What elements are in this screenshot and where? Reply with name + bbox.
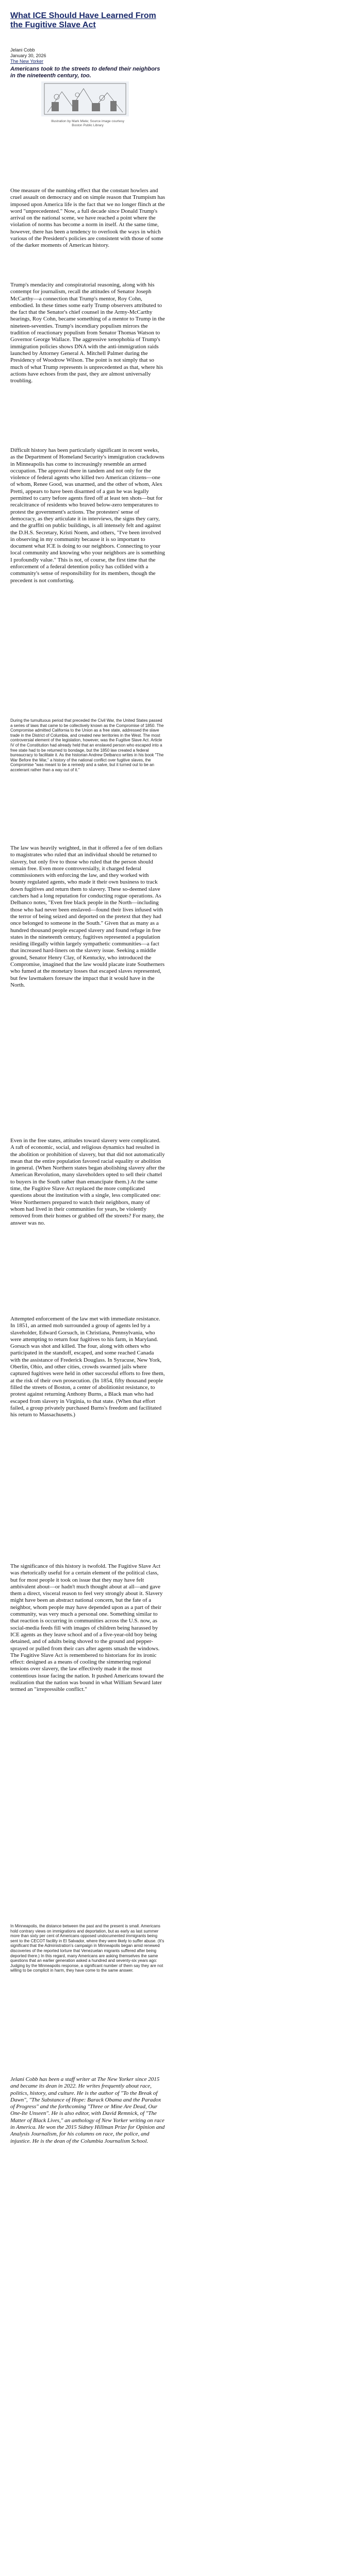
- small-paragraph: In Minneapolis, the distance between the past and the present is small. Americans hold contrary views on immigrations and deportation, but as early as last summer more than sixty per cent of Americans opposed undocumented immigrants being sent to the CECOT facility in El Salvador, where they were likely to suffer abuse. (It's significant that the Administration's campaign in Minneapolis began amid renewed discoveries of the reported torture that Venezuelan migrants suffered after being deported there.) In this regard, many Americans are asking themselves the same questions that an earlier generation asked a hundred and seventy-six years ago: Judging by the Minneapolis response, a significant number of them say they are not willing to be complicit in harm, they have come to the same answer.: [10, 1924, 165, 1973]
- image-caption: Illustration by Mark Miele; Source image courtesy Boston Public Library: [51, 120, 124, 127]
- body-paragraph: The significance of this history is twofold. The Fugitive Slave Act was rhetorically useful for a certain element of the political class, but for most people it took on issue that they may have felt ambivalent about—or hadn't much thought about at all—and gave them a direct, visceral reason to feel very strongly about it. Slavery might have been an abstract national concern, but the fate of a neighbor, whom people may have depended upon as a part of their community, was very much a personal one. Something similar to that reaction is occurring in communities across the U.S. now, as social-media feeds fill with images of children being harassed by ICE agents as they leave school and of a five-year-old boy being detained, and of adults being shoved to the ground and pepper-sprayed or pulled from their cars after agents smash the windows. The Fugitive Slave Act is remembered to historians for its ironic effect: designed as a means of cooling the simmering regional tensions over slavery, the law effectively made it the most contentious issue facing the nation. It pushed Americans toward the realization that the nation was bound in what William Seward later termed an "irrepressible conflict.": [10, 1563, 164, 1693]
- body-paragraph: Attempted enforcement of the law met with immediate resistance. In 1851, an armed mob surrounded a group of agents led by a slaveholder, Edward Gorsuch, in Christiana, Pennsylvania, who were attempting to return four fugitives to his farm, in Maryland. Gorsuch was shot and killed. The four, along with others who participated in the standoff, escaped, and some reached Canada with the assistance of Frederick Douglass. In Syracuse, New York, Oberlin, Ohio, and other cities, crowds swarmed jails where captured fugitives were held in other successful efforts to free them, at the risk of their own prosecution. (In 1854, fifty thousand people filled the streets of Boston, a center of abolitionist resistance, to protest against returning Anthony Burns, a Black man who had escaped from slavery in Virginia, to that state. (When that effort failed, a group privately purchased Burns's freedom and facilitated his return to Massachusetts.): [10, 1316, 165, 1418]
- publication-link[interactable]: The New Yorker: [10, 59, 44, 64]
- body-paragraph: One measure of the numbing effect that the constant howlers and cruel assault on democracy and on simple reason that Trumpism has imposed upon America life is the fact that we no longer flinch at the word "unprecedented." Now, a full decade since Donald Trump's arrival on the national scene, we have reached a point where the violation of norms has become a norm in itself. At the same time, however, there has been a tendency to overlook the ways in which various of the President's policies are consistent with those of some of the darker moments of American history.: [10, 188, 165, 249]
- publish-date: January 30, 2026: [10, 53, 46, 58]
- article-title[interactable]: What ICE Should Have Learned From the Fugitive Slave Act: [10, 11, 156, 29]
- author-name: Jelani Cobb: [10, 47, 35, 53]
- article-illustration: [41, 81, 129, 116]
- author-bio: Jelani Cobb has been a staff writer at The New Yorker since 2015 and became its dean in 2022. He writes frequently about race, politics, history, and culture. He is the author of "To the Break of Dawn", "The Substance of Hope: Barack Obama and the Paradox of Progress" and the forthcoming "Three or Mine Are Dead, Our One-Ite Unseen". He is also editor, with David Remnick, of "The Matter of Black Lives," an anthology of New Yorker writing on race in America. He won the 2015 Sidney Hillman Prize for Opinion and Analysis Journalism, for his columns on race, the police, and injustice. He is the dean of the Columbia Journalism School.: [10, 2076, 165, 2144]
- body-paragraph: The law was heavily weighted, in that it offered a fee of ten dollars to magistrates who ruled that an individual should be returned to slavery, but only five to those who ruled that the person should remain free. Even more controversially, it charged federal commissioners with enforcing the law, and they worked with bounty regulated agents, who made it their own business to track down fugitives and return them to slavery. These so-deemed slave catchers had a long reputation for conducting rogue operations. As Delbanco notes, "Even free black people in the North—including those who had never been enslaved—found their lives infused with the terror of being seized and deported on the pretext that they had once belonged to someone in the South." Given that as many as a hundred thousand people escaped slavery and found refuge in free states in the nineteenth century, fugitives represented a population residing illegally within largely sympathetic communities—a fact that increased hard-liners on the slavery issue. Seeking a middle ground, Senator Henry Clay, of Kentucky, who introduced the Compromise, imagined that the law would placate irate Southerners who fumed at the monetary losses that escaped slaves represented, but few lawmakers foresaw the impact that it would have in the North.: [10, 845, 165, 988]
- byline: [10, 47, 46, 64]
- body-paragraph: Even in the free states, attitudes toward slavery were complicated. A raft of economic, social, and religious dynamics had resulted in the abolition or prohibition of slavery, but that did not automatically mean that the entire population favored racial equality or abolition in general. (When Northern states began abolishing slavery after the American Revolution, many slaveholders opted to sell their chattel to buyers in the South rather than emancipate them.) At the same time, the Fugitive Slave Act replaced the more complicated questions about the institution with a single, less complicated one: Were Northerners prepared to watch their neighbors, many of whom had lived in their communities for years, be violently removed from their homes or grabbed off the streets? For many, the answer was no.: [10, 1138, 165, 1226]
- body-paragraph: Difficult history has been particularly significant in recent weeks, as the Department of Homeland Security's immigration crackdowns in Minneapolis has come to increasingly resemble an armed occupation. The approval there in tandem and not only for the violence of federal agents who killed two American citizens—one of whom, Renee Good, was unarmed, and the other of whom, Alex Pretti, appears to have been disarmed of a gun he was legally permitted to carry before agents fired off at least ten shots—but for recalcitrance of residents who braved below-zero temperatures to protest the government's actions. The protesters' sense of democracy, as they articulate it in interviews, the signs they carry, and the graffiti on public buildings, is all intensely felt and against the D.H.S. Secretary, Kristi Noem, and others, "I've been involved in observing in my community because it is so important to document what ICE is doing to our neighbors. Connecting to your local community and knowing who your neighbors are is something I profoundly value." This is not, of course, the first time that the enforcement of a federal detention policy has collided with a community's sense of responsibility for its members, though the precedent is not comforting.: [10, 447, 165, 584]
- small-paragraph: During the tumultuous period that preceded the Civil War, the United States passed a series of laws that came to be collectively known as the Compromise of 1850. The Compromise admitted California to the Union as a free state, addressed the slave trade in the District of Columbia, and created new territories in the West. The most controversial element of the legislation, however, was the Fugitive Slave Act. Article IV of the Constitution had already held that an enslaved person who escaped into a free state had to be returned to bondage, but the 1850 law created a federal bureaucracy to facilitate it. As the historian Andrew Delbanco writes in his book "The War Before the War," a history of the national conflict over fugitive slaves, the Compromise "was meant to be a remedy and a salve, but it turned out to be an accelerant rather than a way out of it.": [10, 718, 164, 772]
- article-dek: Americans took to the streets to defend their neighbors in the nineteenth century, too.: [10, 66, 160, 79]
- body-paragraph: Trump's mendacity and conspiratorial reasoning, along with his contempt for journalism, recall the attitudes of Senator Joseph McCarthy—a connection that Trump's mentor, Roy Cohn, embodied. In these times some early Trump observers attributed to the fact that the Senator's chief counsel in the Army-McCarthy hearings, Roy Cohn, became something of a mentor to Trump in the nineteen-seventies. Trump's incendiary populism mirrors the tradition of reactionary populism from Senator Thomas Watson to Governor George Wallace. The aggressive xenophobia of Trump's immigration policies shows DNA with the anti-immigration raids launched by Attorney General A. Mitchell Palmer during the Presidency of Woodrow Wilson. The point is not simply that so much of what Trump represents is unprecedented as that, where his actions have echoes from the past, they are almost universally troubling.: [10, 282, 165, 384]
